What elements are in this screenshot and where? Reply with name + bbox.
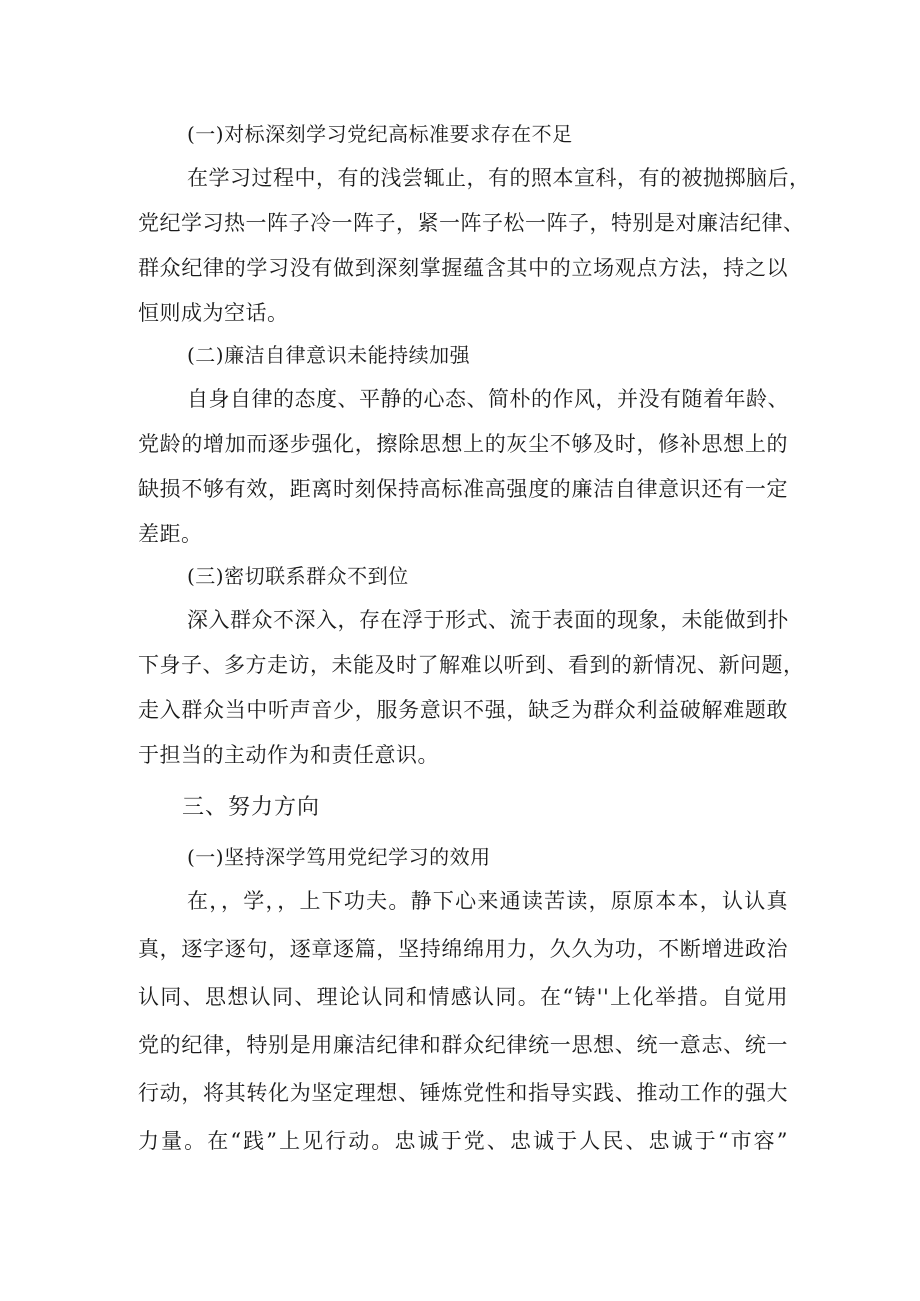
paragraph-1-line-2: 党纪学习热一阵子冷一阵子，紧一阵子松一阵子，特别是对廉洁纪律、	[138, 211, 805, 235]
paragraph-1-line-3: 群众纪律的学习没有做到深刻掌握蕴含其中的立场观点方法，持之以	[138, 256, 788, 280]
paragraph-3-line-4: 于担当的主动作为和责任意识。	[138, 743, 439, 767]
paragraph-4-line-5: 行动，将其转化为坚定理想、锤炼党性和指导实践、推动工作的强大	[138, 1081, 788, 1105]
paragraph-1-line-1: 在学习过程中，有的浅尝辄止，有的照本宣科，有的被抛掷脑后，	[187, 166, 811, 190]
subheading-3: (三)密切联系群众不到位	[187, 564, 409, 588]
subheading-2: (二)廉洁自律意识未能持续加强	[187, 343, 471, 367]
paragraph-4-line-4: 党的纪律，特别是用廉洁纪律和群众纪律统一思想、统一意志、统一	[138, 1033, 788, 1057]
paragraph-2-line-3: 缺损不够有效，距离时刻保持高标准高强度的廉洁自律意识还有一定	[138, 477, 788, 501]
subheading-4: (一)坚持深学笃用党纪学习的效用	[187, 845, 491, 869]
paragraph-2-line-1: 自身自律的态度、平静的心态、简朴的作风，并没有随着年龄、	[187, 387, 789, 411]
paragraph-2-line-2: 党龄的增加而逐步强化，擦除思想上的灰尘不够及时，修补思想上的	[138, 432, 788, 456]
subheading-1: (一)对标深刻学习党纪高标准要求存在不足	[187, 122, 573, 146]
paragraph-3-line-1: 深入群众不深入，存在浮于形式、流于表面的现象，未能做到扑	[187, 608, 789, 632]
paragraph-3-line-2: 下身子、多方走访，未能及时了解难以听到、看到的新情况、新问题，	[138, 653, 805, 677]
paragraph-3-line-3: 走入群众当中听声音少，服务意识不强，缺乏为群众利益破解难题敢	[138, 698, 788, 722]
section-title: 三、努力方向	[182, 795, 321, 820]
paragraph-4-line-3: 认同、思想认同、理论认同和情感认同。在“铸''上化举措。自觉用	[138, 985, 788, 1009]
paragraph-1-line-4: 恒则成为空话。	[138, 301, 289, 325]
paragraph-2-line-4: 差距。	[138, 522, 203, 546]
paragraph-4-line-6: 力量。在“践”上见行动。忠诚于党、忠诚于人民、忠诚于“市容”	[138, 1129, 788, 1153]
paragraph-4-line-2: 真，逐字逐句，逐章逐篇，坚持绵绵用力，久久为功，不断增进政治	[138, 937, 788, 961]
paragraph-4-line-1: 在，，学，，上下功夫。静下心来通读苦读，原原本本，认认真	[187, 889, 788, 913]
